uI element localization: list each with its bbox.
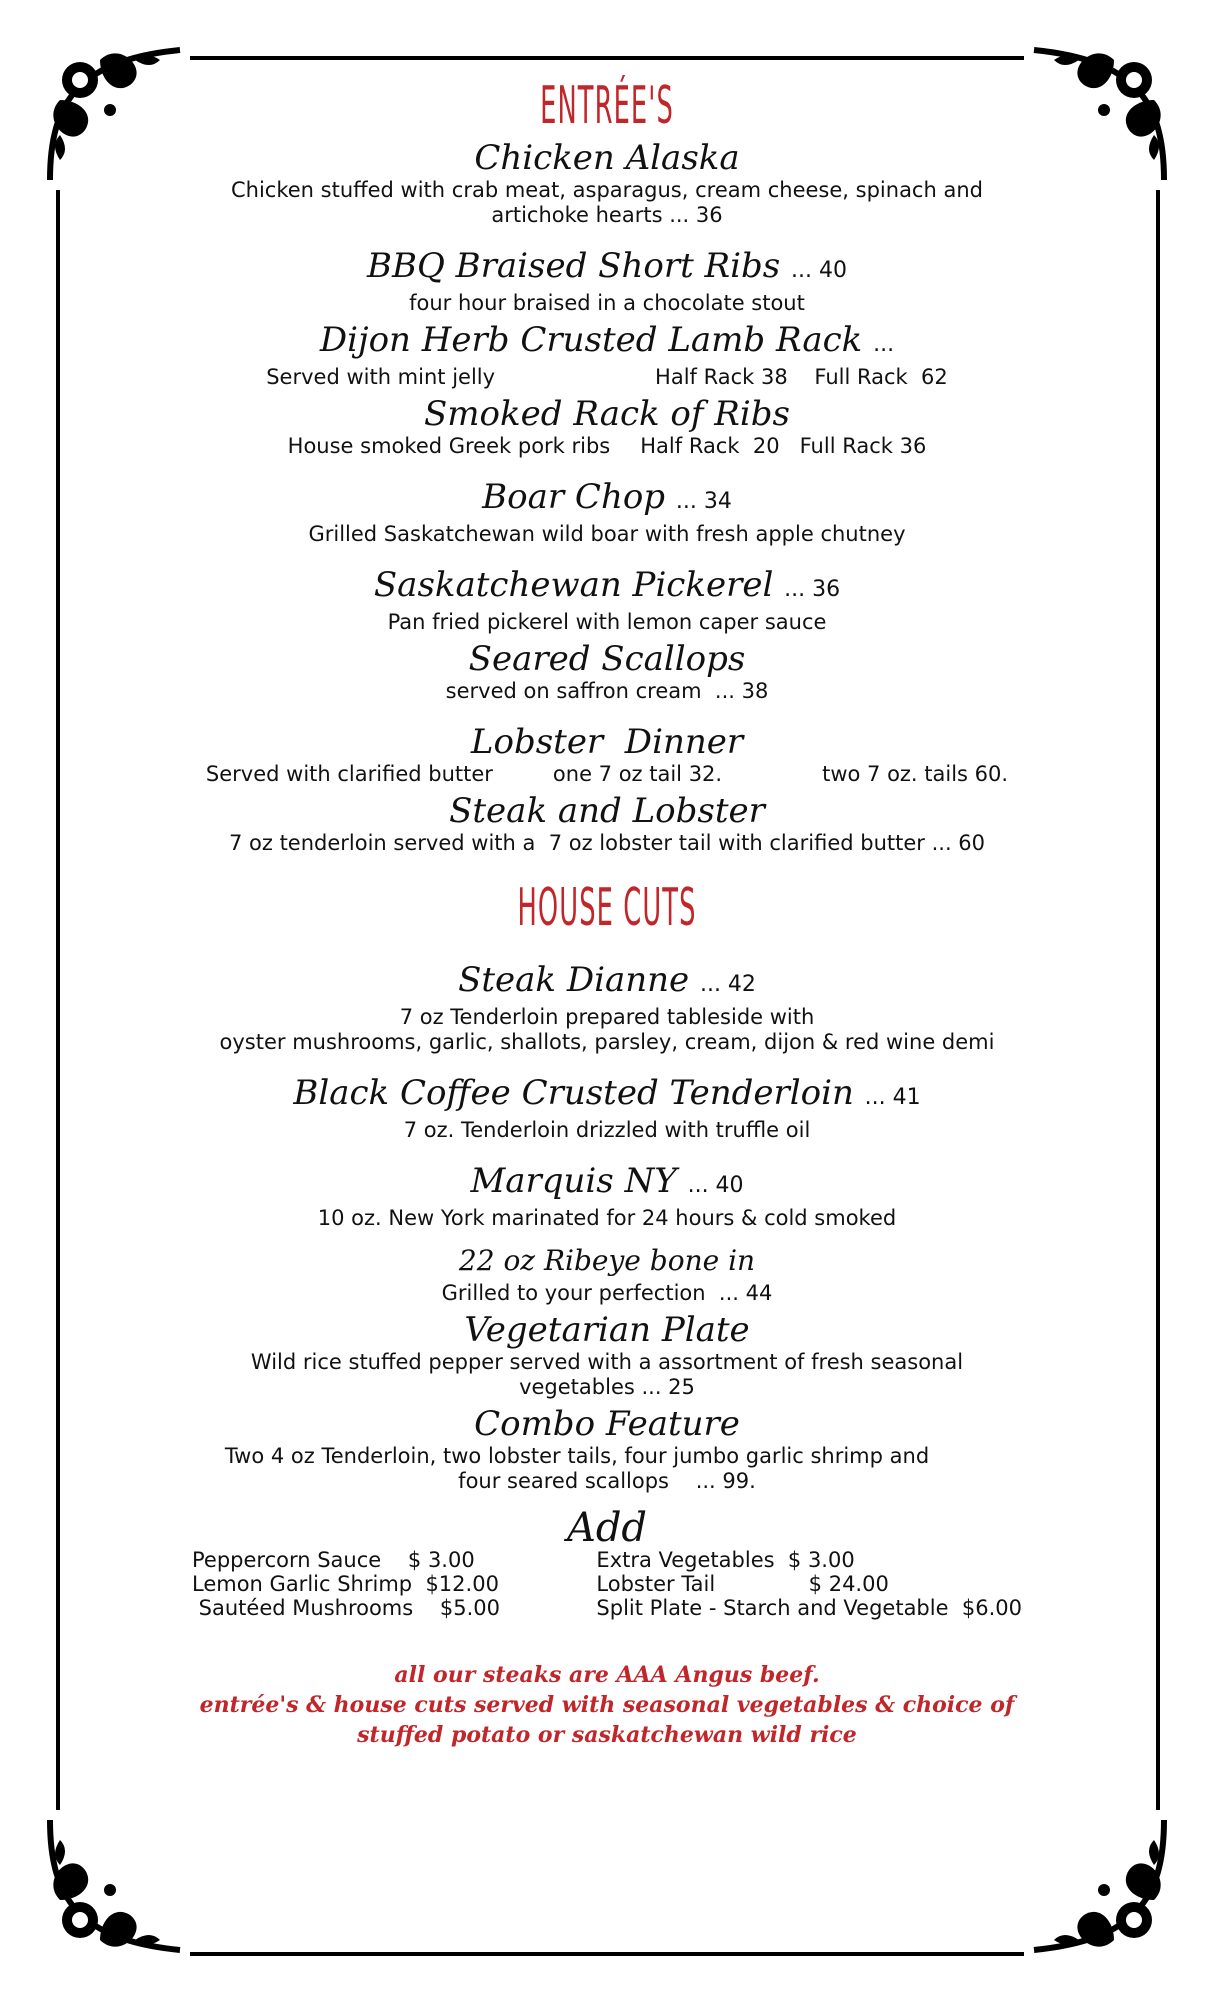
menu-item — [140, 722, 1074, 787]
item-price: ... 36 — [784, 577, 841, 602]
menu-item — [140, 960, 1074, 1055]
item-description: Pan fried pickerel with lemon caper sauce — [387, 610, 827, 634]
floral-ornament-icon — [40, 1810, 190, 1960]
item-price-option: two 7 oz. tails 60. — [822, 762, 1009, 786]
item-name: Dijon Herb Crusted Lamb Rack — [319, 320, 863, 360]
menu-item — [140, 1073, 1074, 1143]
item-name: Vegetarian Plate — [464, 1310, 750, 1350]
item-name: Steak and Lobster — [449, 791, 765, 831]
item-name: Chicken Alaska — [474, 138, 740, 178]
item-price: ... 40 — [687, 1173, 744, 1198]
footer-note — [140, 1660, 1074, 1750]
section-title-entrees: ENTRÉE'S — [540, 76, 674, 136]
item-description: served on saffron cream ... 38 — [445, 679, 769, 703]
item-name: Marquis NY — [470, 1161, 677, 1201]
item-description: vegetables ... 25 — [519, 1375, 695, 1399]
add-on-item: Peppercorn Sauce $ 3.00 — [192, 1548, 475, 1572]
item-description: Served with clarified butter — [205, 762, 493, 786]
item-description: Wild rice stuffed pepper served with a assortment of fresh seasonal — [250, 1350, 964, 1374]
menu-item — [140, 320, 1074, 390]
item-name: Boar Chop — [482, 477, 666, 517]
item-description: Served with mint jelly — [266, 365, 496, 389]
item-name: Black Coffee Crusted Tenderloin — [293, 1073, 854, 1113]
item-price-option: one 7 oz tail 32. — [552, 762, 723, 786]
floral-ornament-icon — [1024, 1810, 1174, 1960]
item-price-options: Half Rack 20 Full Rack 36 — [640, 434, 927, 458]
menu-item — [140, 1404, 1074, 1494]
item-price: ... 42 — [699, 972, 756, 997]
menu-item — [140, 639, 1074, 704]
menu-item — [140, 394, 1074, 459]
footer-line: entrée's & house cuts served with seasonal vegetables & choice of — [199, 1692, 1015, 1718]
item-description: oyster mushrooms, garlic, shallots, parsley, cream, dijon & red wine demi — [219, 1030, 995, 1054]
item-description: Grilled Saskatchewan wild boar with fresh apple chutney — [308, 522, 906, 546]
item-name: 22 oz Ribeye bone in — [458, 1244, 756, 1277]
footer-line: stuffed potato or saskatchewan wild rice — [357, 1722, 857, 1748]
add-ons-title: Add — [566, 1505, 648, 1551]
add-on-item: Sautéed Mushrooms $5.00 — [192, 1596, 501, 1620]
item-name: BBQ Braised Short Ribs — [366, 246, 781, 286]
menu-item — [140, 565, 1074, 635]
item-name: Steak Dianne — [458, 960, 690, 1000]
item-description: Grilled to your perfection ... 44 — [441, 1281, 773, 1305]
item-name: Saskatchewan Pickerel — [373, 565, 774, 605]
item-description: House smoked Greek pork ribs — [287, 434, 611, 458]
item-price: ... 40 — [791, 258, 848, 283]
item-price: ... 41 — [864, 1085, 921, 1110]
item-price: ... 34 — [675, 489, 732, 514]
item-name: Smoked Rack of Ribs — [424, 394, 790, 434]
footer-line: all our steaks are AAA Angus beef. — [394, 1662, 820, 1688]
item-name: Seared Scallops — [468, 639, 746, 679]
add-on-item: Lemon Garlic Shrimp $12.00 — [192, 1572, 499, 1596]
item-name: Lobster Dinner — [470, 722, 744, 762]
add-on-item: Extra Vegetables $ 3.00 — [596, 1548, 855, 1572]
ornament-corner-bottom-right — [1024, 1810, 1174, 1960]
item-price-options: Half Rack 38 Full Rack 62 — [655, 365, 948, 389]
menu-content — [140, 70, 1074, 1750]
item-description: 7 oz. Tenderloin drizzled with truffle oil — [403, 1118, 811, 1142]
item-price: ... — [873, 332, 895, 357]
section-title-house-cuts: HOUSE CUTS — [517, 878, 697, 938]
item-name: Combo Feature — [474, 1404, 740, 1444]
item-description: four hour braised in a chocolate stout — [409, 291, 805, 315]
item-description: 7 oz Tenderloin prepared tableside with — [399, 1005, 815, 1029]
item-description: Two 4 oz Tenderloin, two lobster tails, four jumbo garlic shrimp and — [224, 1444, 930, 1468]
menu-item — [140, 246, 1074, 316]
menu-item — [140, 138, 1074, 228]
item-description: 7 oz tenderloin served with a 7 oz lobster tail with clarified butter ... 60 — [228, 831, 986, 855]
menu-item — [140, 477, 1074, 547]
menu-item — [140, 791, 1074, 856]
menu-item — [140, 1310, 1074, 1400]
ornament-corner-bottom-left — [40, 1810, 190, 1960]
add-ons-list — [192, 1548, 1022, 1620]
add-on-item: Lobster Tail $ 24.00 — [596, 1572, 889, 1596]
item-description: Chicken stuffed with crab meat, asparagus, cream cheese, spinach and artichoke hearts ... 36 — [231, 178, 983, 227]
menu-item — [140, 1161, 1074, 1231]
menu-item — [140, 1241, 1074, 1306]
item-description: 10 oz. New York marinated for 24 hours & cold smoked — [317, 1206, 897, 1230]
add-on-item: Split Plate - Starch and Vegetable $6.00 — [596, 1596, 1022, 1620]
item-description: four seared scallops ... 99. — [458, 1469, 756, 1493]
